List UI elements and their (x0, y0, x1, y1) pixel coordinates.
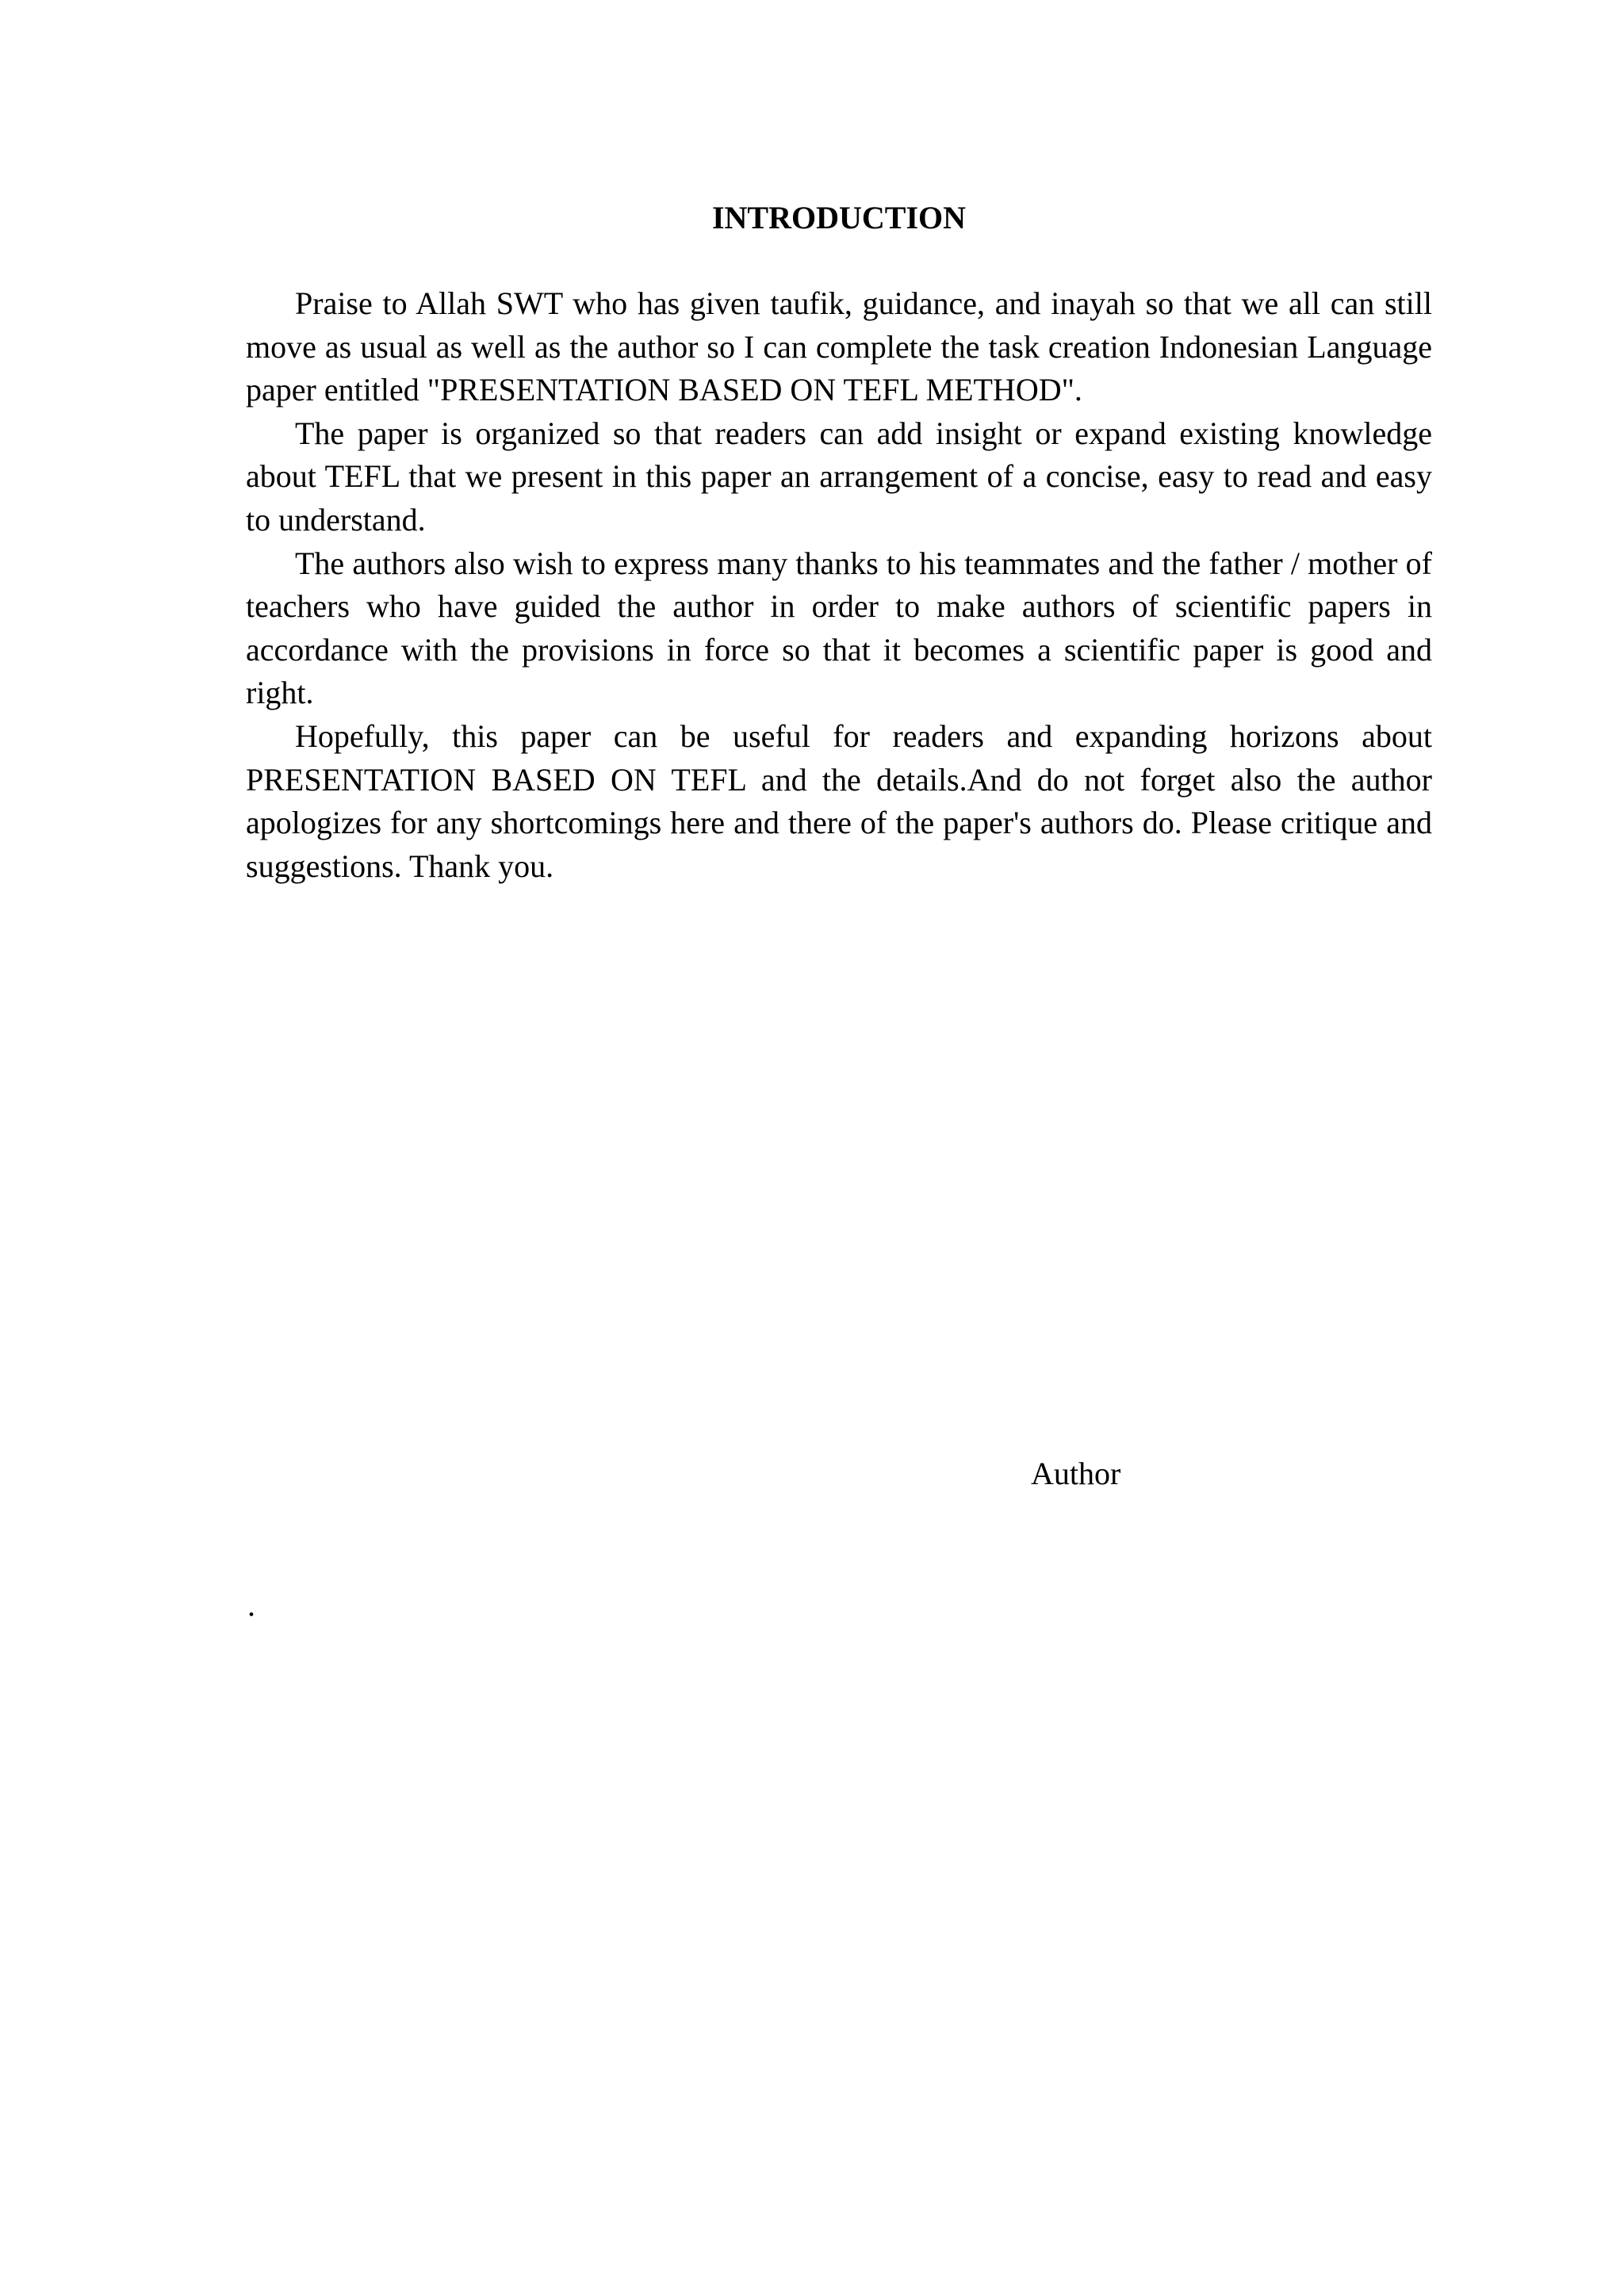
trailing-period: . (247, 1587, 255, 1623)
paragraph-praise: Praise to Allah SWT who has given taufik, guidance, and inayah so that we all can still move as usual as well as the author so I can complete the task creation Indonesian Language paper entitled "PRESENTATION BASED ON TEFL METHOD". (246, 285, 1432, 408)
paragraph-thanks: The authors also wish to express many thanks to his teammates and the father / mother of teachers who have guided the author in order to make authors of scientific papers in accordance with the provisions in force so that it becomes a scientific paper is good and right. (246, 545, 1432, 711)
page-title: INTRODUCTION (711, 200, 967, 235)
body-text (246, 282, 1432, 888)
paragraph-organization: The paper is organized so that readers can add insight or expand existing knowledge about TEFL that we present in this paper an arrangement of a concise, easy to read and easy to understand. (246, 415, 1432, 538)
author-signature: Author (1031, 1456, 1121, 1491)
paragraph-closing: Hopefully, this paper can be useful for readers and expanding horizons about PRESENTATION BASED ON TEFL and the details.And do not forget also the author apologizes for any shortcomings here and there of the paper's authors do. Please critique and suggestions. Thank you. (246, 718, 1432, 884)
